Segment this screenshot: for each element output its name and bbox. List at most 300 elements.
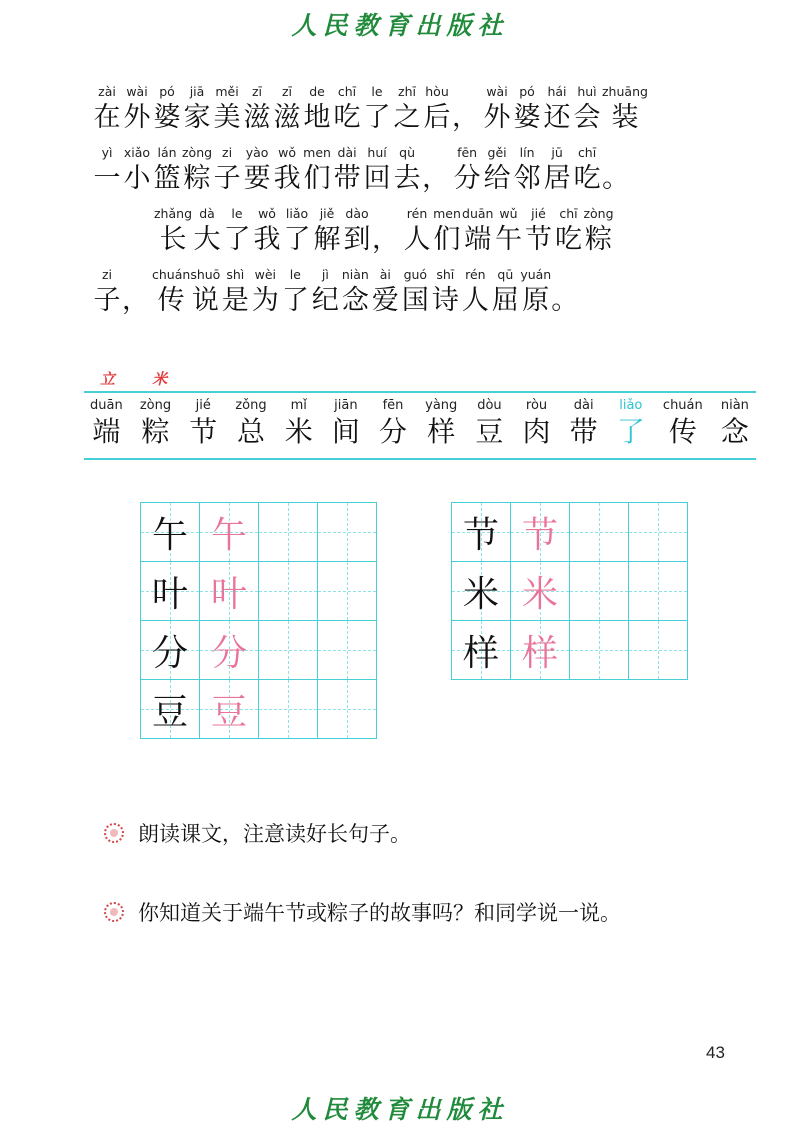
exercise-bullet-icon <box>104 823 124 843</box>
pinyin: zhuāng <box>602 84 648 99</box>
passage-char <box>452 84 482 136</box>
hanzi: 解 <box>313 224 341 255</box>
hanzi: 了 <box>223 224 251 255</box>
pinyin: men <box>433 206 461 221</box>
pinyin: yàng <box>425 398 458 413</box>
practice-cell[interactable] <box>629 621 688 680</box>
hanzi: 吃 <box>333 102 361 133</box>
model-char: 叶 <box>151 573 188 615</box>
hanzi: 邻 <box>513 163 541 194</box>
pinyin: huí <box>367 145 387 160</box>
passage-line <box>92 145 772 206</box>
pinyin: shī <box>436 267 455 282</box>
passage-char <box>242 145 272 197</box>
vocab-char <box>235 398 266 450</box>
vocab-char <box>188 398 218 450</box>
hanzi: 婆 <box>513 102 541 133</box>
hanzi: 节 <box>524 224 552 255</box>
passage-char <box>92 267 122 319</box>
trace-char-cell <box>511 621 570 680</box>
trace-char-cell <box>200 503 259 562</box>
page-number: 43 <box>706 1043 725 1062</box>
trace-char: 午 <box>210 514 247 556</box>
pinyin: zhī <box>398 84 416 99</box>
hanzi: 爱 <box>371 285 399 316</box>
pinyin: rén <box>465 267 486 282</box>
passage-char <box>542 145 572 197</box>
passage-char <box>152 84 182 136</box>
trace-char: 样 <box>521 632 558 674</box>
hanzi: 回 <box>363 163 391 194</box>
passage-char <box>190 267 220 319</box>
hanzi: 还 <box>543 102 571 133</box>
practice-cell[interactable] <box>570 562 629 621</box>
pinyin: jì <box>321 267 329 282</box>
practice-cell[interactable] <box>259 621 318 680</box>
grid-row <box>141 621 377 680</box>
vocab-section-header: 立 米 <box>100 370 184 388</box>
hanzi: 会 <box>573 102 601 133</box>
hanzi: 肉 <box>522 415 551 448</box>
pinyin: yuán <box>520 267 552 282</box>
pinyin: chī <box>577 145 597 160</box>
hanzi: 装 <box>611 102 639 133</box>
pinyin: niàn <box>720 398 749 413</box>
passage-char <box>452 145 482 197</box>
passage-char <box>512 145 542 197</box>
hanzi: 间 <box>331 415 360 448</box>
passage-char <box>152 267 190 319</box>
trace-char-cell <box>200 562 259 621</box>
hanzi: 我 <box>273 163 301 194</box>
exercise-text: 朗读课文，注意读好长句子。 <box>138 822 411 846</box>
pinyin: lán <box>157 145 177 160</box>
hanzi: 了 <box>283 224 311 255</box>
passage-char <box>92 145 122 197</box>
practice-cell[interactable] <box>318 562 377 621</box>
hanzi: 了 <box>616 415 645 448</box>
punctuation: 。 <box>551 285 579 316</box>
pinyin: men <box>303 145 331 160</box>
hanzi: 带 <box>333 163 361 194</box>
hanzi: 带 <box>569 415 598 448</box>
hanzi: 子 <box>213 163 241 194</box>
passage-char <box>392 145 422 197</box>
hanzi: 大 <box>193 224 221 255</box>
hanzi: 长 <box>159 224 187 255</box>
passage-char <box>422 145 452 197</box>
pinyin: jié <box>531 206 546 221</box>
pinyin: ài <box>379 267 391 282</box>
hanzi: 端 <box>464 224 492 255</box>
grid-row <box>141 562 377 621</box>
hanzi: 说 <box>191 285 219 316</box>
pinyin: xiǎo <box>123 145 151 160</box>
hanzi: 念 <box>720 415 749 448</box>
vocab-char-highlight <box>616 398 646 450</box>
hanzi: 一 <box>93 163 121 194</box>
hanzi: 米 <box>284 415 313 448</box>
grid-row <box>452 621 688 680</box>
passage-char <box>312 206 342 258</box>
pinyin: wǒ <box>278 145 297 160</box>
passage-char <box>282 206 312 258</box>
practice-cell[interactable] <box>318 621 377 680</box>
hanzi: 传 <box>157 285 185 316</box>
model-char: 节 <box>462 514 499 556</box>
hanzi: 到 <box>343 224 371 255</box>
hanzi: 篮 <box>153 163 181 194</box>
hanzi: 分 <box>379 415 408 448</box>
punctuation: ， <box>422 163 450 194</box>
pinyin: wài <box>126 84 148 99</box>
exercise-item <box>104 818 411 848</box>
hanzi: 屈 <box>491 285 519 316</box>
model-char-cell <box>141 621 200 680</box>
model-char: 午 <box>151 514 188 556</box>
passage-char <box>482 84 512 136</box>
hanzi: 之 <box>393 102 421 133</box>
punctuation: 。 <box>602 163 630 194</box>
pinyin: jiě <box>319 206 335 221</box>
passage-char <box>400 267 430 319</box>
passage-char <box>553 206 583 258</box>
pinyin: wèi <box>254 267 277 282</box>
vocab-char <box>331 398 361 450</box>
pinyin: hái <box>547 84 567 99</box>
vocab-char <box>140 398 171 450</box>
passage-char <box>542 84 572 136</box>
passage-char <box>154 206 192 258</box>
passage-char <box>182 84 212 136</box>
model-char-cell <box>141 503 200 562</box>
pinyin: jiān <box>334 398 358 413</box>
writing-grid-right <box>451 502 688 680</box>
passage-char <box>272 84 302 136</box>
pinyin: ròu <box>525 398 548 413</box>
passage-char <box>342 206 372 258</box>
passage-char <box>212 84 242 136</box>
hanzi: 吃 <box>554 224 582 255</box>
pinyin: qù <box>399 145 415 160</box>
passage-char <box>332 145 362 197</box>
practice-cell[interactable] <box>318 680 377 739</box>
pinyin: rén <box>406 206 428 221</box>
passage-char <box>432 206 462 258</box>
pinyin: shì <box>226 267 245 282</box>
practice-cell[interactable] <box>259 680 318 739</box>
hanzi: 小 <box>123 163 151 194</box>
pinyin: dài <box>337 145 357 160</box>
passage-char <box>302 84 332 136</box>
passage-char <box>583 206 613 258</box>
grid-row <box>141 503 377 562</box>
pinyin: dà <box>199 206 215 221</box>
hanzi: 总 <box>236 415 265 448</box>
hanzi: 吃 <box>573 163 601 194</box>
passage-line <box>92 267 772 328</box>
hanzi: 后 <box>423 102 451 133</box>
trace-char: 豆 <box>210 691 247 733</box>
passage-char <box>602 84 648 136</box>
model-char-cell <box>141 562 200 621</box>
pinyin: zi <box>222 145 233 160</box>
pinyin: zòng <box>182 145 213 160</box>
hanzi: 去 <box>393 163 421 194</box>
pinyin: duān <box>90 398 123 413</box>
trace-char: 节 <box>521 514 558 556</box>
pinyin: chī <box>559 206 578 221</box>
pinyin: fēn <box>457 145 478 160</box>
pinyin: zī <box>281 84 293 99</box>
pinyin: le <box>231 206 243 221</box>
passage-char <box>551 267 581 319</box>
pinyin: dòu <box>477 398 502 413</box>
hanzi: 粽 <box>585 224 612 255</box>
hanzi: 端 <box>92 415 121 448</box>
hanzi: 家 <box>183 102 211 133</box>
pinyin: dài <box>573 398 594 413</box>
passage-char <box>602 145 632 197</box>
passage-line <box>92 206 772 267</box>
passage-char <box>572 145 602 197</box>
hanzi: 滋 <box>243 102 271 133</box>
passage-char <box>462 206 493 258</box>
vocab-char <box>284 398 314 450</box>
hanzi: 豆 <box>475 415 504 448</box>
pinyin: de <box>309 84 325 99</box>
hanzi: 分 <box>453 163 481 194</box>
hanzi: 地 <box>303 102 331 133</box>
model-char-cell <box>452 562 511 621</box>
writing-grid-left <box>140 502 377 739</box>
pinyin: fēn <box>382 398 404 413</box>
passage-char <box>192 206 222 258</box>
passage-char <box>340 267 370 319</box>
pinyin: zòng <box>139 398 172 413</box>
model-char-cell <box>452 621 511 680</box>
passage-char <box>332 84 362 136</box>
exercise-text: 你知道关于端午节或粽子的故事吗？和同学说一说。 <box>138 901 621 925</box>
trace-char: 米 <box>521 573 558 615</box>
hanzi: 给 <box>483 163 511 194</box>
hanzi: 要 <box>243 163 271 194</box>
hanzi: 了 <box>281 285 309 316</box>
passage-char <box>422 84 452 136</box>
passage-char <box>122 84 152 136</box>
hanzi: 午 <box>494 224 522 255</box>
passage-char <box>490 267 520 319</box>
pinyin: zài <box>98 84 116 99</box>
vocab-char <box>720 398 750 450</box>
pinyin: wài <box>486 84 508 99</box>
pinyin: yào <box>245 145 269 160</box>
trace-char: 分 <box>210 632 247 674</box>
pinyin: wǔ <box>499 206 518 221</box>
trace-char-cell <box>511 562 570 621</box>
pinyin: chuán <box>662 398 703 413</box>
pinyin: chī <box>337 84 357 99</box>
exercise-item <box>104 897 621 927</box>
hanzi: 为 <box>251 285 279 316</box>
pinyin: měi <box>215 84 239 99</box>
vocab-char <box>425 398 457 450</box>
hanzi: 外 <box>483 102 511 133</box>
publisher-footer: 人民教育出版社 <box>291 1095 509 1124</box>
passage-char <box>272 145 302 197</box>
practice-cell[interactable] <box>629 503 688 562</box>
vocab-char <box>663 398 703 450</box>
passage-char <box>310 267 340 319</box>
punctuation: ， <box>452 102 479 133</box>
hanzi: 子 <box>93 285 121 316</box>
pinyin: huì <box>577 84 597 99</box>
passage-line <box>92 84 772 145</box>
practice-cell[interactable] <box>629 562 688 621</box>
exercise-bullet-icon <box>104 902 124 922</box>
hanzi: 我 <box>253 224 281 255</box>
passage-char <box>370 267 400 319</box>
passage-char <box>430 267 460 319</box>
pinyin: yì <box>101 145 113 160</box>
pinyin: zhǎng <box>154 206 193 221</box>
model-char-cell <box>141 680 200 739</box>
pinyin: niàn <box>341 267 369 282</box>
hanzi: 们 <box>433 224 461 255</box>
passage-char <box>212 145 242 197</box>
pinyin: le <box>371 84 383 99</box>
trace-char-cell <box>200 621 259 680</box>
publisher-header: 人民教育出版社 <box>291 11 509 40</box>
passage-char <box>302 145 332 197</box>
passage-char <box>92 84 122 136</box>
model-char: 米 <box>462 573 499 615</box>
passage-char <box>152 145 182 197</box>
hanzi: 人 <box>403 224 431 255</box>
grid-row <box>452 562 688 621</box>
hanzi: 传 <box>668 415 697 448</box>
passage-char <box>493 206 523 258</box>
punctuation: ， <box>122 285 149 316</box>
hanzi: 滋 <box>273 102 301 133</box>
grid-row <box>452 503 688 562</box>
vocab-rule-top <box>84 391 756 393</box>
passage-char <box>512 84 542 136</box>
pinyin: gěi <box>487 145 507 160</box>
passage-char <box>280 267 310 319</box>
passage-char <box>242 84 272 136</box>
pinyin: pó <box>519 84 535 99</box>
passage-char <box>460 267 490 319</box>
passage-char <box>220 267 250 319</box>
pinyin: pó <box>159 84 175 99</box>
vocab-char <box>90 398 123 450</box>
vocab-char <box>378 398 408 450</box>
hanzi: 外 <box>123 102 151 133</box>
trace-char-cell <box>511 503 570 562</box>
hanzi: 粽 <box>183 163 211 194</box>
pinyin: jū <box>551 145 563 160</box>
passage-char <box>122 267 152 319</box>
pinyin: jié <box>195 398 211 413</box>
trace-char-cell <box>200 680 259 739</box>
passage-char <box>402 206 432 258</box>
pinyin: wǒ <box>258 206 276 221</box>
pinyin: guó <box>403 267 428 282</box>
grid-row <box>141 680 377 739</box>
passage-char <box>182 145 212 197</box>
hanzi: 居 <box>543 163 571 194</box>
pinyin: mǐ <box>290 398 307 413</box>
pinyin: shuō <box>190 267 221 282</box>
practice-cell[interactable] <box>570 621 629 680</box>
hanzi: 纪 <box>311 285 339 316</box>
passage-char <box>372 206 402 258</box>
practice-cell[interactable] <box>259 562 318 621</box>
pinyin: liǎo <box>285 206 309 221</box>
hanzi: 样 <box>427 415 456 448</box>
hanzi: 在 <box>93 102 121 133</box>
pinyin: lín <box>519 145 535 160</box>
hanzi: 人 <box>461 285 489 316</box>
practice-cell[interactable] <box>259 503 318 562</box>
pinyin: zi <box>101 267 113 282</box>
practice-cell[interactable] <box>318 503 377 562</box>
model-char-cell <box>452 503 511 562</box>
vocab-row <box>84 398 756 450</box>
hanzi: 们 <box>303 163 331 194</box>
practice-cell[interactable] <box>570 503 629 562</box>
pinyin: qū <box>497 267 514 282</box>
vocab-char <box>522 398 552 450</box>
hanzi: 粽 <box>141 415 170 448</box>
passage-char <box>572 84 602 136</box>
passage-char <box>392 84 422 136</box>
passage-char <box>122 145 152 197</box>
passage-char <box>250 267 280 319</box>
hanzi: 美 <box>213 102 241 133</box>
vocab-char <box>474 398 504 450</box>
model-char: 豆 <box>151 691 188 733</box>
passage-char <box>252 206 282 258</box>
passage-char <box>482 145 512 197</box>
pinyin: hòu <box>425 84 449 99</box>
hanzi: 国 <box>401 285 429 316</box>
pinyin: jiā <box>189 84 205 99</box>
pinyin: zòng <box>583 206 614 221</box>
model-char: 分 <box>151 632 188 674</box>
hanzi: 诗 <box>431 285 459 316</box>
pinyin: le <box>289 267 301 282</box>
vocab-char <box>569 398 599 450</box>
trace-char: 叶 <box>210 573 247 615</box>
passage-block <box>92 84 772 328</box>
pinyin: zǒng <box>235 398 267 413</box>
pinyin: duān <box>462 206 494 221</box>
passage-char <box>222 206 252 258</box>
hanzi: 节 <box>189 415 218 448</box>
hanzi: 念 <box>341 285 369 316</box>
passage-char <box>520 267 551 319</box>
model-char: 样 <box>462 632 499 674</box>
pinyin: zī <box>251 84 263 99</box>
pinyin: liǎo <box>619 398 643 413</box>
vocab-rule-bottom <box>84 458 756 460</box>
hanzi: 婆 <box>153 102 181 133</box>
pinyin: chuán <box>152 267 191 282</box>
passage-char <box>362 84 392 136</box>
punctuation: ， <box>372 224 400 255</box>
